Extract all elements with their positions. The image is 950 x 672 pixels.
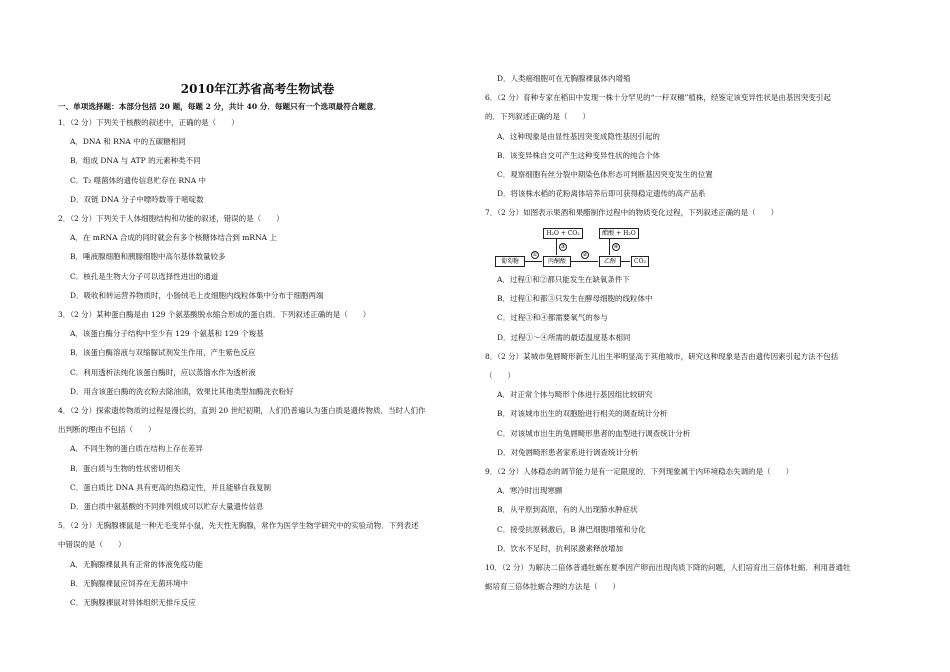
option-text: C．无胸腺裸鼠对异体组织无排斥反应	[70, 598, 196, 607]
option-text: A．该蛋白酶分子结构中至少有 129 个氨基和 129 个羧基	[70, 329, 264, 339]
option-text: B．唾液腺细胞和胰腺细胞中高尔基体数量较多	[70, 252, 226, 262]
diagram-box-co2: CO₂	[631, 256, 649, 267]
question-text: 6．（2 分）育种专家在稻田中发现一株十分罕见的“一秆双穗”植株，经鉴定该变异性状是由基因突变引起	[485, 93, 831, 103]
page-title: 2010年江苏省高考生物试卷	[180, 82, 335, 96]
option-text: C．利用透析法纯化该蛋白酶时，应以蒸馏水作为透析液	[70, 367, 256, 377]
question-text: 出判断的理由不包括（ ）	[58, 425, 156, 435]
step-3-label: ③	[560, 244, 566, 250]
question-text: 2．（2 分）下列关于人体细胞结构和功能的叙述，错误的是（ ）	[58, 214, 284, 223]
arrow-ethanol-co2	[621, 261, 630, 262]
option-text: B．组成 DNA 与 ATP 的元素种类不同	[70, 156, 201, 166]
right-column	[485, 0, 920, 672]
question-text: 5．（2 分）无胸腺裸鼠是一种无毛变异小鼠，先天性无胸腺，常作为医学生物学研究中的实验动物．下列表述	[58, 521, 419, 531]
diagram-box-glucose: 葡萄糖	[495, 256, 525, 267]
question-text: 7．（2 分）如图表示果酒和果醋制作过程中的物质变化过程，下列叙述正确的是（ ）	[485, 208, 779, 218]
question-text: 1．（2 分）下列关于核酸的叙述中，正确的是（ ）	[58, 118, 239, 127]
step-2-label: ②	[582, 252, 588, 258]
question-text: 4．（2 分）探索遗传物质的过程是漫长的，直到 20 世纪初期，人们仍普遍认为蛋白质是遗传物质．当时人们作	[58, 406, 426, 415]
diagram-box-ethanol: 乙醇	[599, 256, 621, 267]
option-text: D．双链 DNA 分子中嘌呤数等于嘧啶数	[70, 194, 204, 204]
question-text: 10．（2 分）为解决二倍体普通牡蛎在夏季因产卵而出现肉质下降的问题，人们培育出三倍体牡蛎．利用普通牡	[485, 563, 851, 572]
option-text: B．从平原到高原，有的人出现肺水肿症状	[497, 505, 638, 515]
option-text: D．蛋白质中氨基酸的不同排列组成可以贮存大量遗传信息	[70, 502, 264, 511]
option-text: D．用含该蛋白酶的洗衣粉去除油渍，效果比其他类型加酶洗衣粉好	[70, 386, 294, 396]
arrow-pyruvate-ethanol	[571, 261, 598, 262]
option-text: B．该变异株自交可产生这种变异性状的纯合个体	[497, 150, 661, 160]
option-text: B．对该城市出生的双胞胎进行相关的调查统计分析	[497, 409, 668, 419]
arrow-pyruvate-h2o	[556, 239, 557, 255]
option-text: A．过程①和②都只能发生在缺氧条件下	[497, 275, 630, 284]
option-text: A．不同生物的蛋白质在结构上存在差异	[70, 444, 203, 454]
option-text: C．过程③和④都需要氧气的参与	[497, 313, 608, 323]
option-text: B．过程①和都③只发生在酵母细胞的线粒体中	[497, 294, 653, 304]
option-text: D．对兔唇畸形患者家系进行调查统计分析	[497, 447, 639, 457]
option-text: D．人类癌细胞可在无胸腺裸鼠体内增殖	[497, 74, 631, 83]
question-text: 的．下列叙述正确的是（ ）	[485, 112, 590, 122]
diagram-box-h2o-co2: H₂O + CO₂	[543, 228, 583, 239]
option-text: B．该蛋白酶溶液与双缩脲试剂发生作用，产生紫色反应	[70, 348, 256, 358]
option-text: A．寒冷时出现寒颤	[497, 486, 563, 496]
option-text: D．将该株水稻的花粉离体培养后即可获得稳定遗传的高产品系	[497, 189, 706, 199]
question-text: 中错误的是（ ）	[58, 540, 126, 550]
option-text: A．这种现象是由显性基因突变成隐性基因引起的	[497, 131, 660, 141]
option-text: A．对正常个体与畸形个体进行基因组比较研究	[497, 390, 653, 400]
option-text: D．饮水不足时，抗利尿激素释放增加	[497, 543, 624, 553]
left-column	[50, 0, 465, 672]
diagram-box-acetic-acid: 醋酸 + H₂O	[599, 228, 639, 239]
option-text: D．过程①～④所需的最适温度基本相同	[497, 332, 631, 342]
question-text: 蛎培育三倍体牡蛎合理的方法是（ ）	[485, 582, 620, 592]
option-text: A．DNA 和 RNA 中的五碳糖相同	[70, 137, 186, 147]
step-1-label: ①	[532, 252, 538, 258]
option-text: B．无胸腺裸鼠应饲养在无菌环境中	[70, 578, 189, 588]
option-text: C．观察细胞有丝分裂中期染色体形态可判断基因突变发生的位置	[497, 170, 713, 179]
question-text: 8．（2 分）某城市兔唇畸形新生儿出生率明显高于其他城市，研究这种现象是否由遗传因素引起方法不包括	[485, 351, 839, 361]
fermentation-diagram	[495, 228, 655, 265]
option-text: B．蛋白质与生物的性状密切相关	[70, 463, 181, 473]
option-text: C．T₂ 噬菌体的遗传信息贮存在 RNA 中	[70, 175, 207, 185]
diagram-box-pyruvate: 丙酮酸	[543, 256, 571, 267]
option-text: A．在 mRNA 合成的同时就会有多个核糖体结合到 mRNA 上	[70, 233, 277, 243]
option-text: D．吸收和转运营养物质时，小肠绒毛上皮细胞内线粒体集中分布于细胞两端	[70, 290, 324, 300]
question-text: 9．（2 分）人体稳态的调节能力是有一定限度的．下列现象属于内环境稳态失调的是（ ）	[485, 467, 794, 476]
option-text: C．接受抗原刺激后，B 淋巴细胞增殖和分化	[497, 524, 646, 534]
step-4-label: ④	[613, 244, 619, 250]
option-text: C．对该城市出生的兔唇畸形患者的血型进行调查统计分析	[497, 428, 691, 438]
arrow-ethanol-acetic	[609, 239, 610, 255]
option-text: C．蛋白质比 DNA 具有更高的热稳定性，并且能够自我复制	[70, 482, 271, 492]
question-text: （ ）	[485, 371, 515, 380]
section-header: 一、单项选择题：本部分包括 20 题，每题 2 分，共计 40 分．每题只有一个选项最符合题意．	[58, 102, 382, 111]
option-text: C．核孔是生物大分子可以选择性进出的通道	[70, 271, 219, 281]
arrow-glucose-pyruvate	[525, 261, 542, 262]
option-text: A．无胸腺裸鼠具有正常的体液免疫功能	[70, 559, 203, 569]
question-text: 3．（2 分）某种蛋白酶是由 129 个氨基酸脱水缩合形成的蛋白质．下列叙述正确的是（ ）	[58, 310, 371, 319]
